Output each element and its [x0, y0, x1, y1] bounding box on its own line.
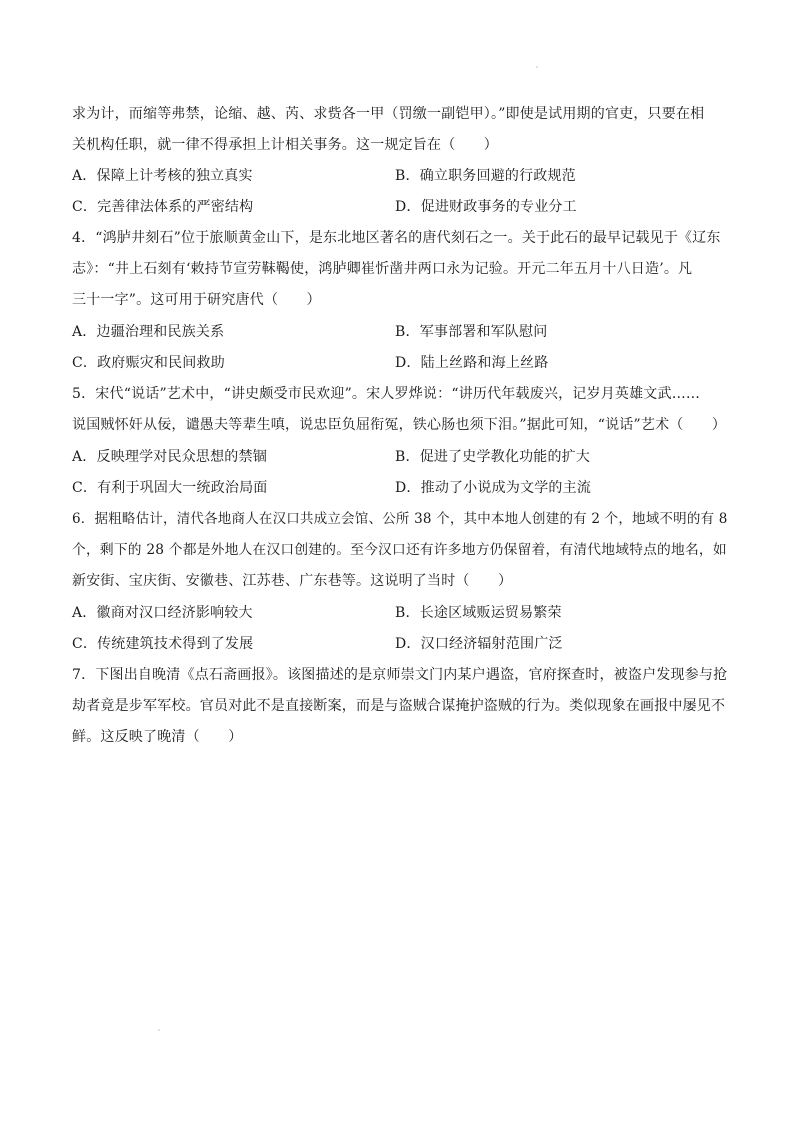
q5-option-c: C．有利于巩固大一统政治局面	[72, 480, 268, 496]
q6-line-3: 新安街、宝庆街、安徽巷、江苏巷、广东巷等。这说明了当时（ ）	[72, 573, 513, 589]
q4-option-d: D．陆上丝路和海上丝路	[395, 355, 549, 371]
q3-option-b: B．确立职务回避的行政规范	[395, 168, 576, 184]
q7-line-1: 7．下图出自晚清《点石斋画报》。该图描述的是京师崇文门内某户遇盗，官府探查时，被盗户发现参与抢	[72, 667, 728, 683]
scan-speck	[158, 1029, 160, 1031]
q4-line-1: 4．“鸿胪井刻石”位于旅顺黄金山下，是东北地区著名的唐代刻石之一。关于此石的最早记载见于《辽东	[72, 230, 721, 246]
q6-line-1: 6．据粗略估计，清代各地商人在汉口共成立会馆、公所 38 个，其中本地人创建的有 2 个，地域不明的有 8	[72, 511, 728, 527]
q3-line-1: 求为计，而缩等弗禁，论缩、越、芮、求赀各一甲（罚缴一副铠甲）。”即使是试用期的官吏，只要在相	[72, 106, 705, 122]
q3-option-a: A．保障上计考核的独立真实	[72, 168, 253, 184]
q4-line-2: 志》：“井上石刻有‘敕持节宣劳靺鞨使，鸿胪卿崔忻凿井两口永为记验。开元二年五月十八日造’。凡	[72, 261, 693, 277]
q5-option-a: A．反映理学对民众思想的禁锢	[72, 449, 267, 465]
q4-option-c: C．政府赈灾和民间救助	[72, 355, 225, 371]
q5-line-2: 说国贼怀奸从佞，谴愚夫等辈生嗔，说忠臣负屈衔冤，铁心肠也须下泪。”据此可知，“说话”艺术（ ）	[72, 417, 727, 433]
q5-option-d: D．推动了小说成为文学的主流	[395, 480, 592, 496]
q5-option-b: B．促进了史学教化功能的扩大	[395, 449, 591, 465]
q4-line-3: 三十一字”。这可用于研究唐代（ ）	[72, 292, 321, 308]
q6-option-c: C．传统建筑技术得到了发展	[72, 636, 254, 652]
q4-option-b: B．军事部署和军队慰问	[395, 324, 548, 340]
q7-line-2: 劫者竟是步军军校。官员对此不是直接断案，而是与盗贼合谋掩护盗贼的行为。类似现象在画报中屡见不	[72, 698, 726, 714]
scan-speck	[536, 66, 538, 68]
q6-option-d: D．汉口经济辐射范围广泛	[395, 636, 563, 652]
q6-option-a: A．徽商对汉口经济影响较大	[72, 605, 253, 621]
q7-line-3: 鲜。这反映了晚清（ ）	[72, 729, 243, 745]
q4-option-a: A．边疆治理和民族关系	[72, 324, 225, 340]
q5-line-1: 5．宋代“说话”艺术中，“讲史颇受市民欢迎”。宋人罗烨说：“讲历代年载废兴，记岁月英雄文武……	[72, 386, 701, 402]
q3-option-c: C．完善律法体系的严密结构	[72, 199, 254, 215]
q3-option-d: D．促进财政事务的专业分工	[395, 199, 577, 215]
q6-option-b: B．长途区域贩运贸易繁荣	[395, 605, 562, 621]
q3-line-2: 关机构任职，就一律不得承担上计相关事务。这一规定旨在（ ）	[72, 137, 498, 153]
q6-line-2: 个，剩下的 28 个都是外地人在汉口创建的。至今汉口还有许多地方仍保留着，有清代地域特点的地名，如	[72, 542, 727, 558]
